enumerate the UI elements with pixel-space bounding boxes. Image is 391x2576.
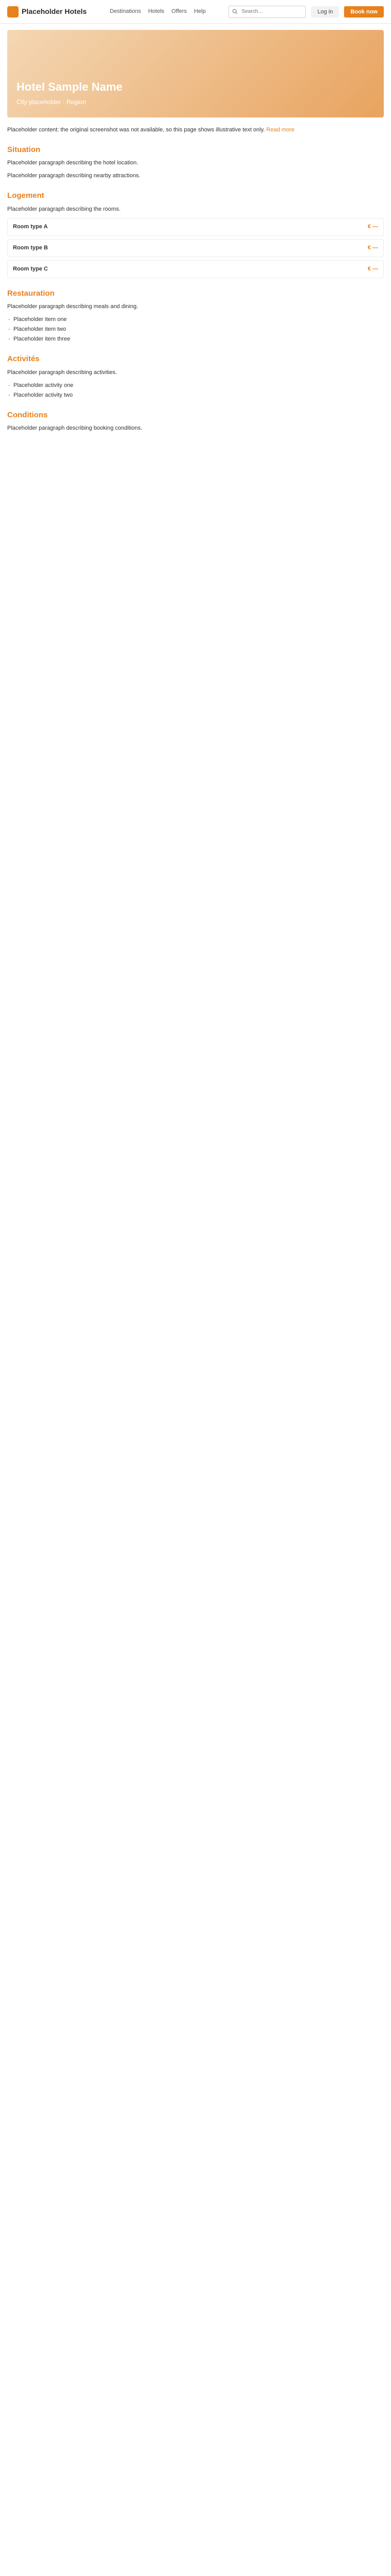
hero-banner: [7, 30, 384, 117]
section-title: Restauration: [7, 289, 55, 298]
search-icon: [232, 9, 238, 14]
room-name: Room type A: [13, 223, 48, 230]
room-row[interactable]: [7, 260, 384, 278]
read-more-link[interactable]: Read more: [266, 127, 295, 133]
section-conditions: [7, 409, 384, 433]
hotel-subtitle: City placeholder · Region: [17, 98, 86, 106]
paragraph: Placeholder paragraph describing the hotel location.: [7, 160, 138, 166]
paragraph: Placeholder paragraph describing the rooms.: [7, 206, 121, 212]
nav-link[interactable]: Hotels: [148, 8, 165, 14]
paragraph: Placeholder paragraph describing booking conditions.: [7, 425, 142, 431]
hotel-title: Hotel Sample Name: [17, 80, 123, 93]
list-item: - Placeholder item two: [7, 325, 384, 334]
book-button[interactable]: Book now: [344, 6, 384, 18]
section-activites: [7, 353, 384, 399]
login-button[interactable]: Log in: [311, 6, 339, 18]
brand[interactable]: [7, 6, 87, 18]
item-list: [7, 381, 384, 400]
section-title: Logement: [7, 191, 44, 200]
section-situation: [7, 144, 384, 180]
room-price: € —: [367, 265, 378, 272]
search-input[interactable]: [229, 6, 306, 18]
item-list: [7, 315, 384, 344]
content: [0, 117, 391, 433]
nav-link[interactable]: Offers: [171, 8, 187, 14]
paragraph: Placeholder paragraph describing meals and dining.: [7, 303, 138, 310]
search-wrap: [229, 6, 306, 18]
header-actions: [229, 6, 384, 18]
main-nav: [110, 7, 206, 16]
paragraph: Placeholder paragraph describing nearby attractions.: [7, 173, 141, 179]
room-row[interactable]: [7, 218, 384, 236]
nav-link[interactable]: Help: [194, 8, 206, 14]
section-logement: [7, 190, 384, 278]
section-title: Conditions: [7, 410, 48, 419]
list-item: - Placeholder item one: [7, 315, 384, 324]
room-price: € —: [367, 244, 378, 251]
section-restauration: [7, 287, 384, 344]
brand-name: Placeholder Hotels: [22, 7, 87, 15]
room-row[interactable]: [7, 239, 384, 257]
section-title: Situation: [7, 145, 41, 155]
top-bar: [0, 0, 391, 24]
list-item: - Placeholder activity two: [7, 391, 384, 400]
paragraph: Placeholder paragraph describing activities.: [7, 369, 117, 376]
logo-icon: [7, 6, 19, 18]
section-title: Activités: [7, 354, 40, 364]
list-item: - Placeholder item three: [7, 335, 384, 344]
room-list: [7, 218, 384, 278]
room-price: € —: [367, 223, 378, 230]
room-name: Room type B: [13, 244, 48, 251]
list-item: - Placeholder activity one: [7, 381, 384, 390]
intro-text: Placeholder content: the original screenshot was not available, so this page shows illustrative text only.: [7, 127, 265, 133]
intro: [7, 126, 384, 134]
nav-link[interactable]: Destinations: [109, 8, 141, 14]
room-name: Room type C: [13, 265, 48, 272]
